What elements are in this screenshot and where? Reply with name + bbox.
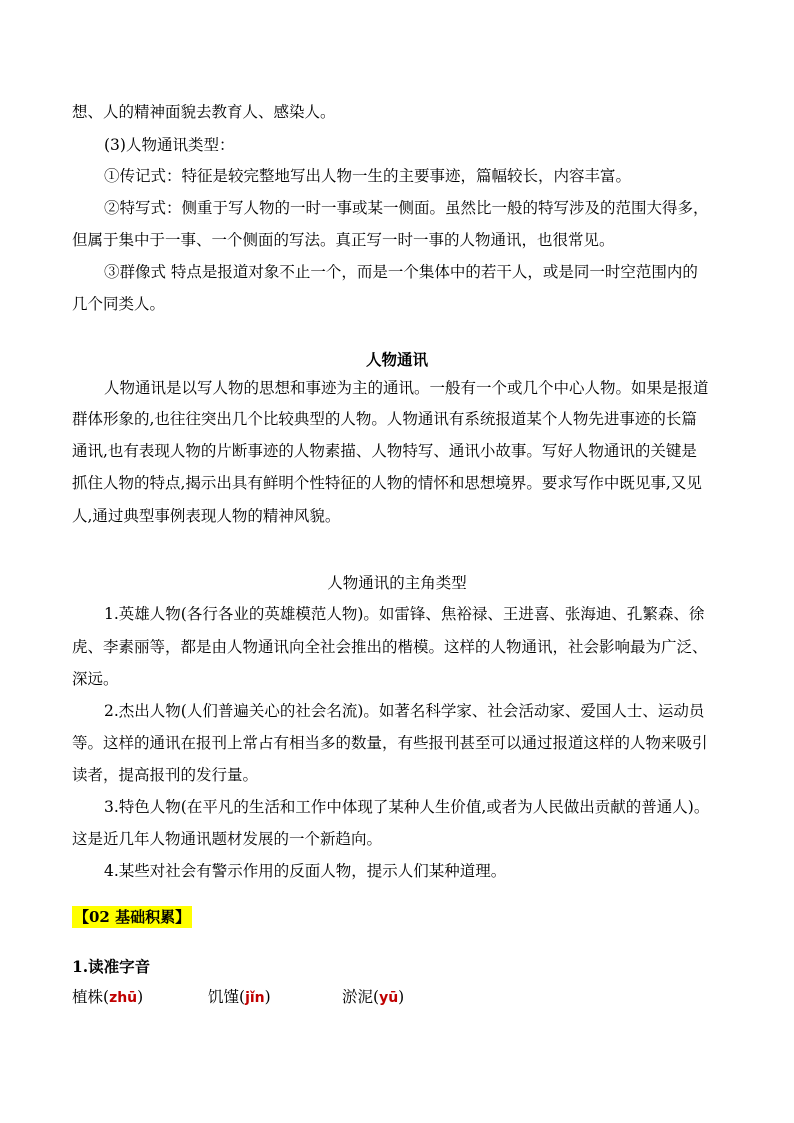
list-item-cont: 这是近几年人物通讯题材发展的一个新趋向。 xyxy=(72,830,383,848)
word-close: ) xyxy=(264,988,271,1006)
type-feature: ②特写式：侧重于写人物的一时一事或某一侧面。虽然比一般的特写涉及的范围大得多， xyxy=(104,199,709,217)
word-close: ) xyxy=(137,988,144,1006)
list-item-cont: 深远。 xyxy=(72,670,119,688)
types-heading: (3)人物通讯类型： xyxy=(104,136,235,154)
list-item-cont: 虎、李素丽等，都是由人物通讯向全社会推出的楷模。这样的人物通讯，社会影响最为广泛、 xyxy=(72,638,708,656)
pinyin-text: jǐn xyxy=(245,990,265,1006)
word-close: ) xyxy=(398,988,405,1006)
section-title: 人物通讯 xyxy=(365,350,428,369)
pinyin-word xyxy=(342,987,404,1008)
type-group-cont: 几个同类人。 xyxy=(72,295,166,313)
pinyin-text: zhū xyxy=(109,990,138,1006)
list-item-cont: 等。这样的通讯在报刊上常占有相当多的数量，有些报刊甚至可以通过报道这样的人物来吸引 xyxy=(72,734,708,752)
text-line: 想、人的精神面貌去教育人、感染人。 xyxy=(72,103,336,121)
list-item: 2.杰出人物(人们普遍关心的社会名流)。如著名科学家、社会活动家、爱国人士、运动员 xyxy=(104,702,705,720)
paragraph-line: 通讯,也有表现人物的片断事迹的人物素描、人物特写、通讯小故事。写好人物通讯的关键是 xyxy=(72,442,697,460)
word-text: 饥馑( xyxy=(208,988,246,1006)
type-feature-cont: 但属于集中于一事、一个侧面的写法。真正写一时一事的人物通讯，也很常见。 xyxy=(72,231,615,249)
type-group: ③群像式 特点是报道对象不止一个，而是一个集体中的若干人，或是同一时空范围内的 xyxy=(104,263,698,281)
paragraph-line: 抓住人物的特点,揭示出具有鲜明个性特征的人物的情怀和思想境界。要求写作中既见事,又见 xyxy=(72,474,702,492)
pinyin-text: yū xyxy=(379,990,399,1006)
paragraph-line: 人,通过典型事例表现人物的精神风貌。 xyxy=(72,507,341,525)
subsection-heading: 1.读准字音 xyxy=(72,957,151,976)
pinyin-word xyxy=(208,987,271,1008)
word-text: 植株( xyxy=(72,988,110,1006)
list-item: 1.英雄人物(各行各业的英雄模范人物)。如雷锋、焦裕禄、王进喜、张海迪、孔繁森、徐 xyxy=(104,605,705,623)
pinyin-word xyxy=(72,987,143,1008)
list-item: 4.某些对社会有警示作用的反面人物，提示人们某种道理。 xyxy=(104,862,507,880)
type-biography: ①传记式：特征是较完整地写出人物一生的主要事迹，篇幅较长，内容丰富。 xyxy=(104,167,632,185)
paragraph-line: 群体形象的,也往往突出几个比较典型的人物。人物通讯有系统报道某个人物先进事迹的长篇 xyxy=(72,410,697,428)
list-item: 3.特色人物(在平凡的生活和工作中体现了某种人生价值,或者为人民做出贡献的普通人)。 xyxy=(104,798,710,816)
section-title: 人物通讯的主角类型 xyxy=(327,574,467,592)
list-item-cont: 读者，提高报刊的发行量。 xyxy=(72,766,259,784)
paragraph-line: 人物通讯是以写人物的思想和事迹为主的通讯。一般有一个或几个中心人物。如果是报道 xyxy=(104,379,709,397)
word-text: 淤泥( xyxy=(342,988,380,1006)
section-badge: 【02 基础积累】 xyxy=(74,908,191,926)
